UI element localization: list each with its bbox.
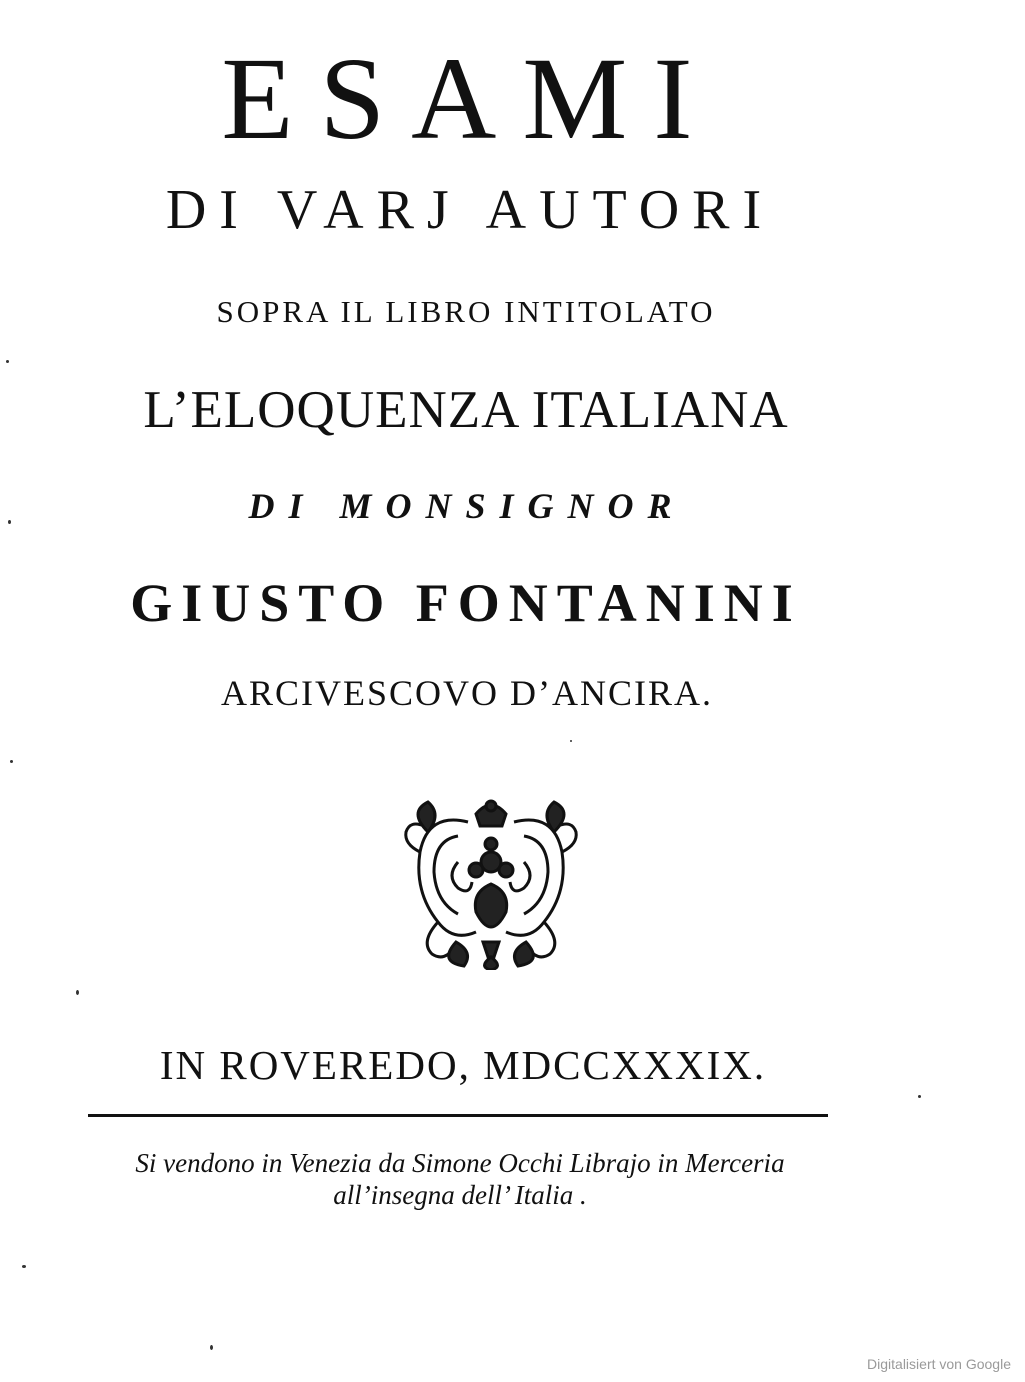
imprint-place-date: IN ROVEREDO, MDCCXXXIX. xyxy=(159,1042,767,1088)
book-title: ESAMI xyxy=(221,33,719,164)
scan-speck xyxy=(22,1265,26,1268)
seller-note xyxy=(135,1148,784,1212)
scan-speck xyxy=(570,740,572,742)
subtitle-book-name: L’ELOQUENZA ITALIANA xyxy=(143,381,789,439)
author-name: GIUSTO FONTANINI xyxy=(130,573,802,633)
author-title: ARCIVESCOVO D’ANCIRA. xyxy=(220,673,714,713)
digitization-watermark: Digitalisiert von Google xyxy=(867,1356,1011,1372)
subtitle-on-the-book: SOPRA IL LIBRO INTITOLATO xyxy=(216,294,716,329)
printers-ornament-icon xyxy=(398,792,584,970)
scan-speck xyxy=(10,760,13,763)
seller-note-line-1: Si vendono in Venezia da Simone Occhi Librajo in Merceria xyxy=(135,1148,785,1178)
horizontal-rule xyxy=(88,1114,828,1117)
scan-speck xyxy=(76,990,79,995)
scan-speck xyxy=(8,520,11,524)
scan-speck xyxy=(210,1345,213,1350)
scan-speck xyxy=(6,360,9,363)
subtitle-various-authors: DI VARJ AUTORI xyxy=(165,179,775,241)
subtitle-monsignor: DI MONSIGNOR xyxy=(248,486,686,526)
seller-note-line-2: all’insegna dell’ Italia . xyxy=(333,1179,587,1210)
scan-speck xyxy=(918,1095,921,1098)
